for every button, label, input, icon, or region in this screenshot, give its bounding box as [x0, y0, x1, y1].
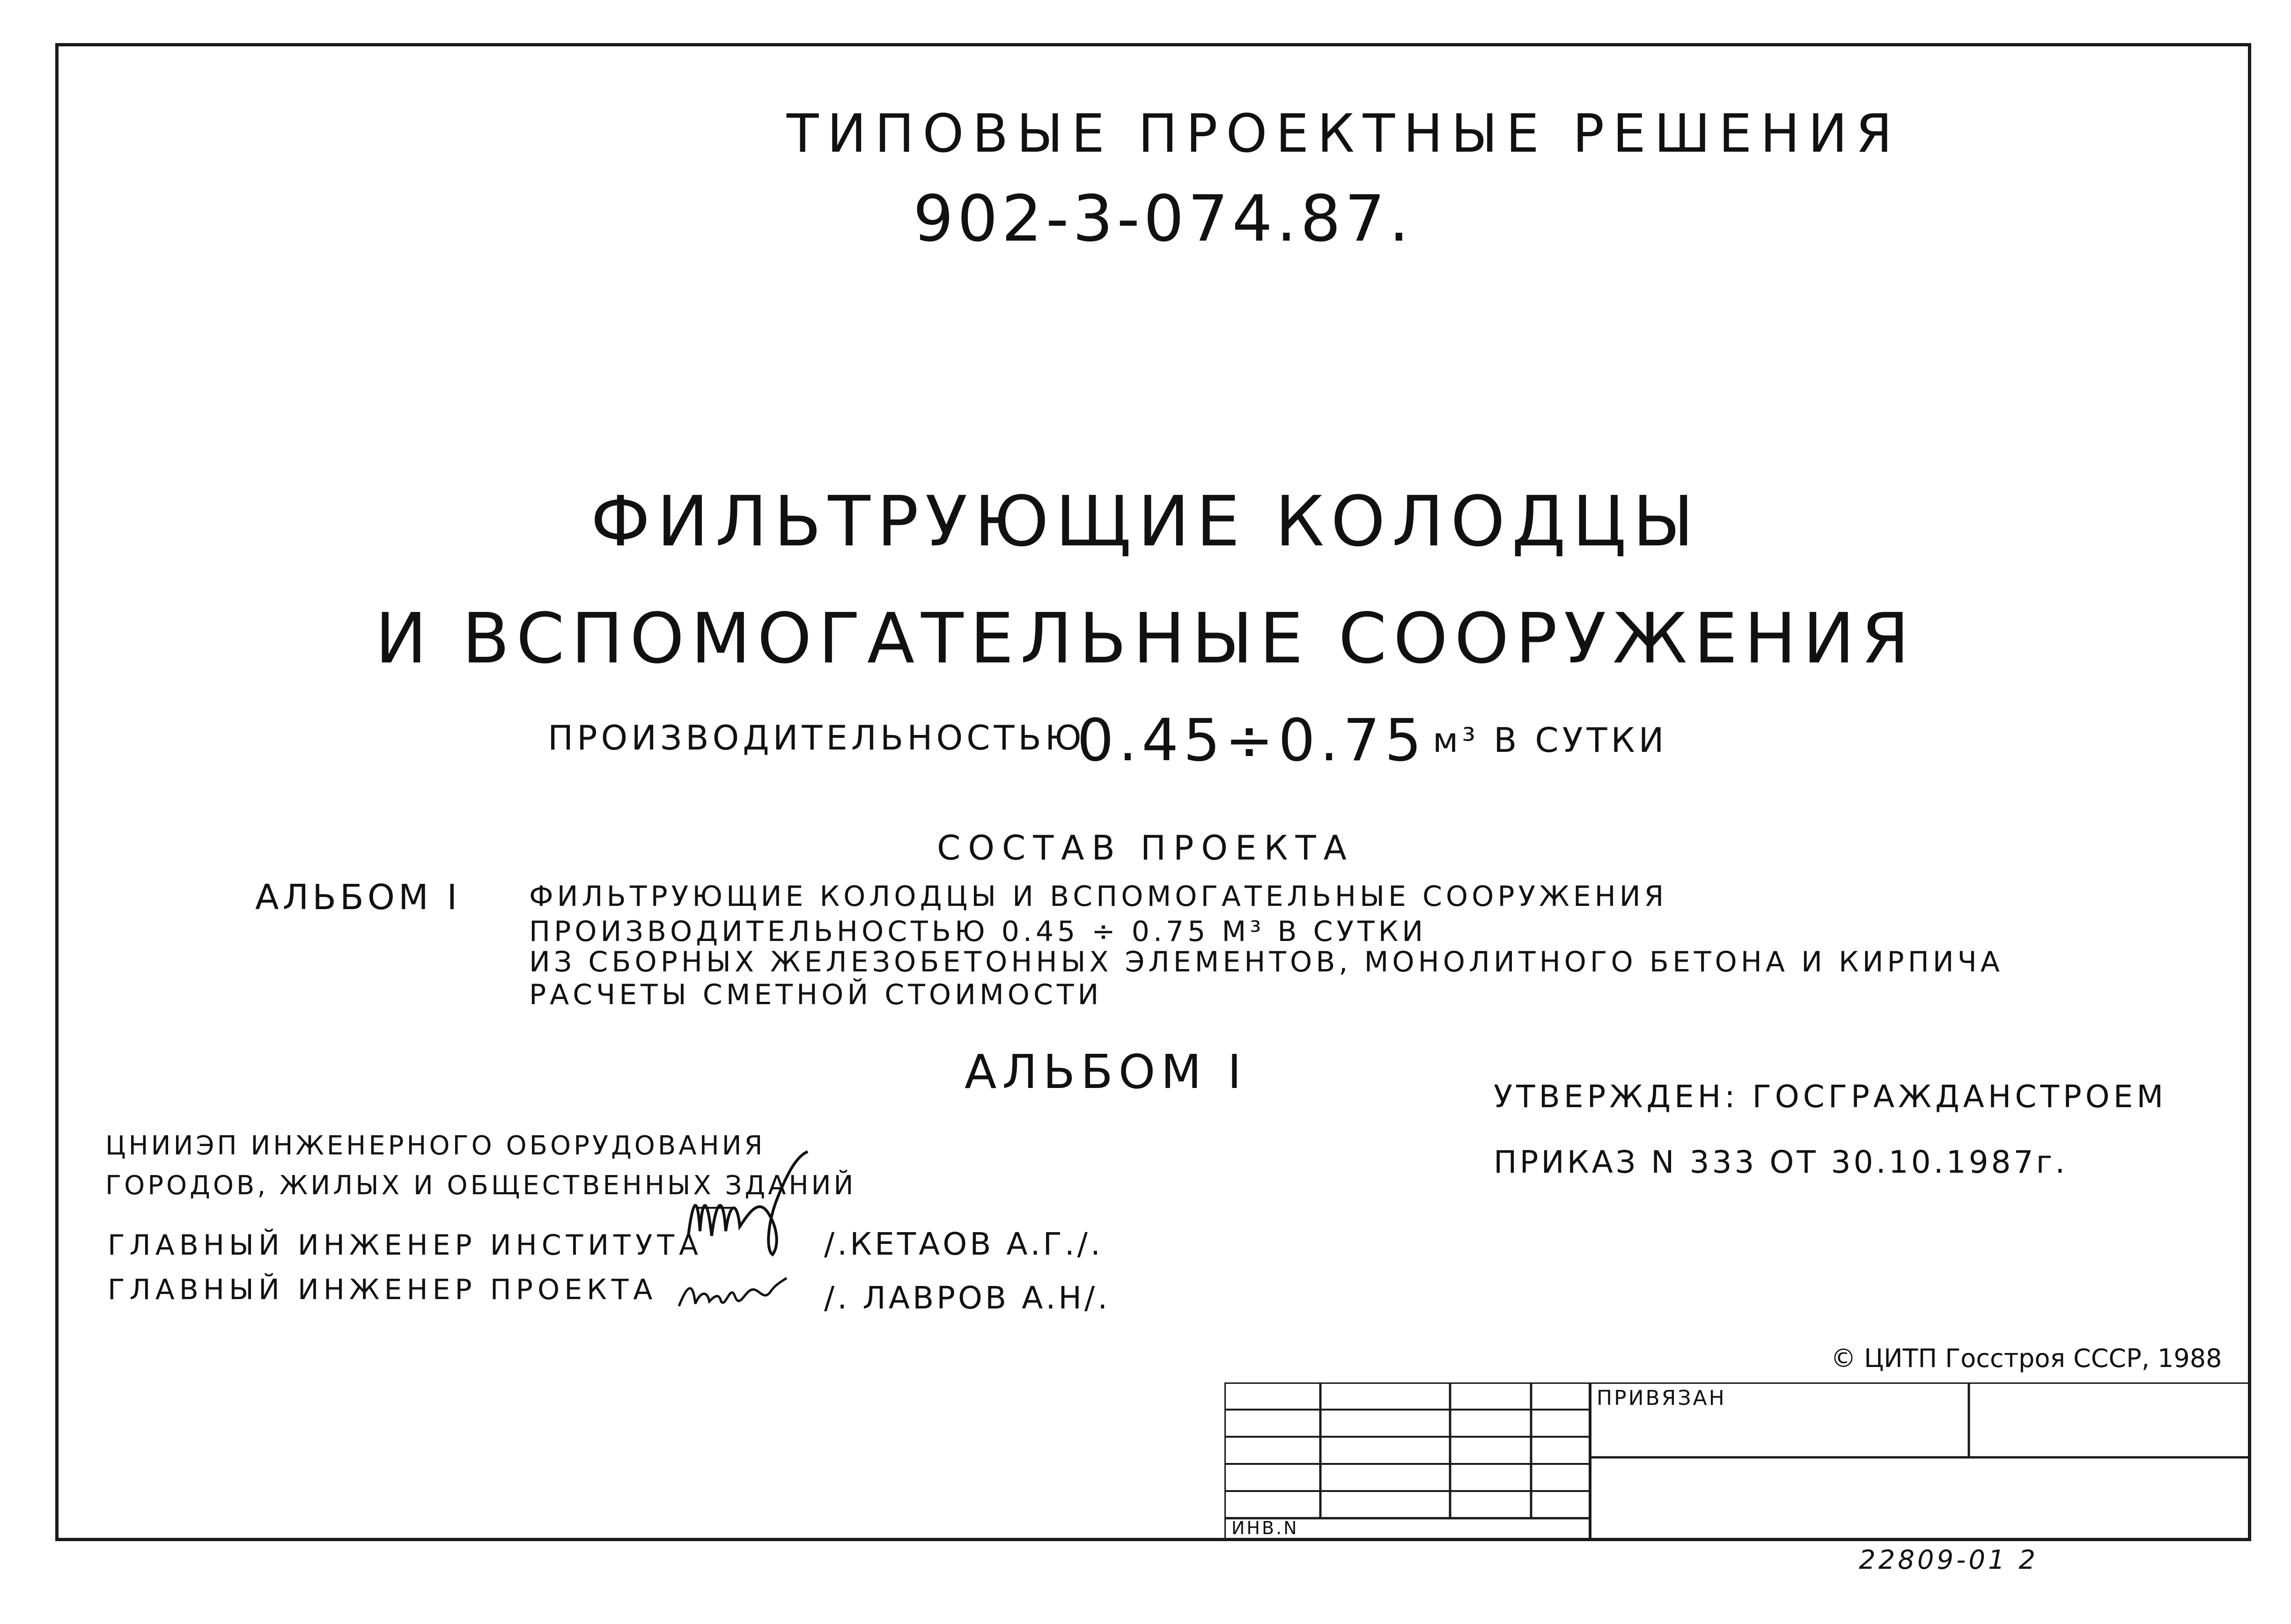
composition-album-label: АЛЬБОМ I — [255, 877, 461, 918]
composition-line: ФИЛЬТРУЮЩИЕ КОЛОДЦЫ И ВСПОМОГАТЕЛЬНЫЕ СООРУЖЕНИЯ — [529, 880, 1668, 913]
signatory-role: ГЛАВНЫЙ ИНЖЕНЕР ПРОЕКТА — [108, 1273, 657, 1306]
signature-chief-engineer-institute — [679, 1142, 833, 1264]
composition-line: РАСЧЕТЫ СМЕТНОЙ СТОИМОСТИ — [529, 978, 1103, 1011]
signature-chief-engineer-project — [674, 1264, 796, 1320]
capacity-label: ПРОИЗВОДИТЕЛЬНОСТЬЮ — [548, 718, 1085, 757]
title-block — [1224, 1382, 2251, 1541]
title-line-2: И ВСПОМОГАТЕЛЬНЫЕ СООРУЖЕНИЯ — [375, 598, 1916, 679]
capacity-unit: м³ В СУТКИ — [1433, 720, 1668, 760]
project-code: 902-3-074.87. — [913, 182, 1413, 256]
organization-line-2: ГОРОДОВ, ЖИЛЫХ И ОБЩЕСТВЕННЫХ ЗДАНИЙ — [105, 1170, 856, 1201]
inventory-number-label: ИНВ.N — [1231, 1518, 1299, 1538]
approval-order: ПРИКАЗ N 333 ОТ 30.10.1987г. — [1494, 1144, 2068, 1180]
composition-heading: СОСТАВ ПРОЕКТА — [937, 828, 1354, 867]
document-number: 22809-01 2 — [1859, 1545, 2039, 1575]
series-title: ТИПОВЫЕ ПРОЕКТНЫЕ РЕШЕНИЯ — [787, 103, 1901, 164]
signatory-role: ГЛАВНЫЙ ИНЖЕНЕР ИНСТИТУТА — [108, 1229, 703, 1262]
copyright-notice: © ЦИТП Госстроя СССР, 1988 — [1831, 1344, 2222, 1373]
title-line-1: ФИЛЬТРУЮЩИЕ КОЛОДЦЫ — [590, 481, 1701, 562]
approval-text: УТВЕРЖДЕН: ГОСГРАЖДАНСТРОЕМ — [1494, 1079, 2167, 1115]
bound-label: ПРИВЯЗАН — [1597, 1386, 1726, 1410]
capacity-value: 0.45÷0.75 — [1077, 707, 1427, 774]
organization-line-1: ЦНИИЭП ИНЖЕНЕРНОГО ОБОРУДОВАНИЯ — [105, 1131, 766, 1161]
composition-line: ИЗ СБОРНЫХ ЖЕЛЕЗОБЕТОННЫХ ЭЛЕМЕНТОВ, МОНОЛИТНОГО БЕТОНА И КИРПИЧА — [529, 946, 2004, 978]
signatory-name: /. ЛАВРОВ А.Н/. — [824, 1280, 1111, 1316]
album-number: АЛЬБОМ I — [965, 1044, 1247, 1099]
composition-line: ПРОИЗВОДИТЕЛЬНОСТЬЮ 0.45 ÷ 0.75 М³ В СУТКИ — [529, 915, 1427, 948]
signatory-name: /.КЕТАОВ А.Г./. — [824, 1226, 1104, 1262]
drawing-frame — [55, 43, 2251, 1541]
